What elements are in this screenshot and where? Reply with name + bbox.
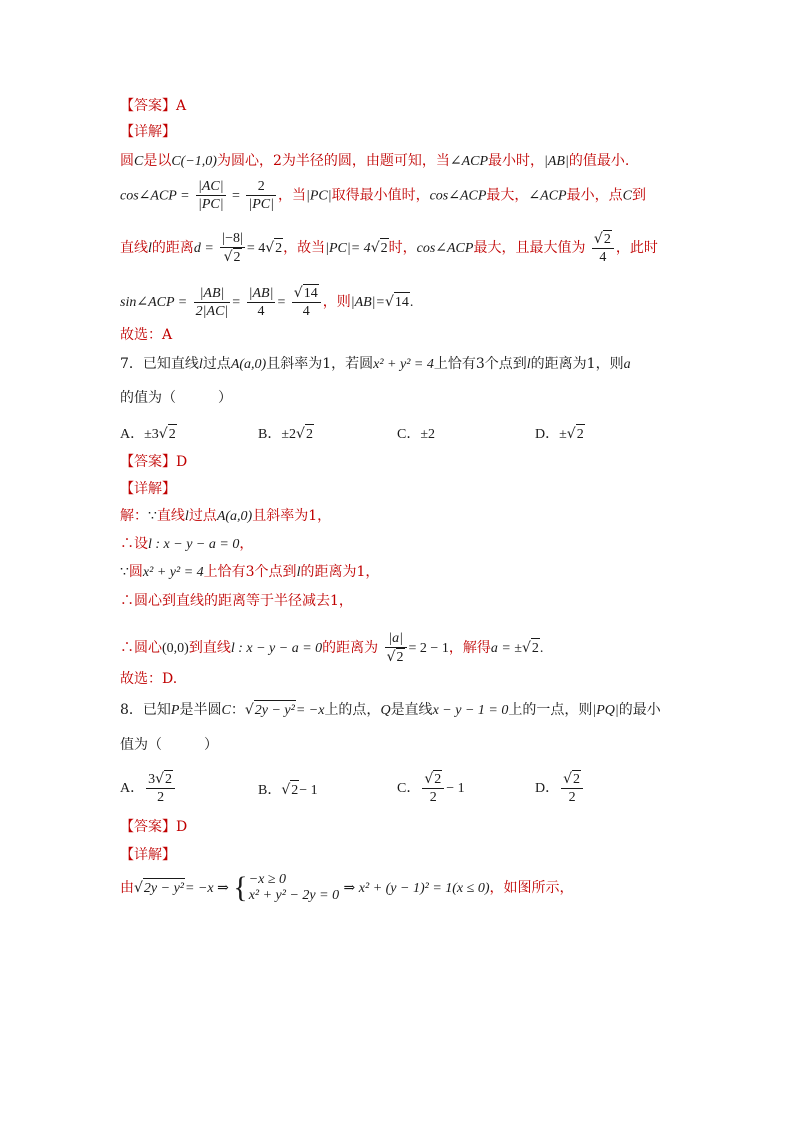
q6-line4: sin∠ACP = $\frac{|AB|}{2|AC|}$ = $\frac{|AB|}{4}$ = $\frac{√14}{4}$ ，则|AB|=√14. bbox=[120, 285, 414, 319]
q8-detail-heading: 【详解】 bbox=[120, 847, 176, 863]
fraction: $\frac{√2}{4}$ bbox=[592, 230, 614, 266]
fraction: $\frac{√14}{4}$ bbox=[292, 284, 321, 320]
q8-option-d: D． $\frac{√2}{2}$ bbox=[535, 770, 585, 806]
fraction: $\frac{2}{|PC|}$ bbox=[248, 179, 274, 212]
q7-stem-line1: 7．已知直线l过点A(a,0)且斜率为1，若圆x² + y² = 4上恰有3个点到l的距离为1，则a bbox=[120, 356, 631, 372]
fraction: $\frac{|AB|}{4}$ bbox=[248, 285, 274, 319]
q7-detail-heading: 【详解】 bbox=[120, 481, 176, 497]
fraction: $\frac{|AC|}{|PC|}$ bbox=[197, 179, 224, 212]
q7-option-d: D．±√2 bbox=[535, 424, 585, 445]
q6-detail-heading: 【详解】 bbox=[120, 124, 176, 140]
q7-option-c: C．±2 bbox=[397, 427, 436, 442]
fraction: $\frac{|a|}{√2}$ bbox=[385, 630, 407, 666]
q8-stem-line2: 值为（ ） bbox=[120, 737, 218, 753]
q7-answer: 【答案】D bbox=[120, 454, 188, 470]
q6-line1: 圆C是以C(−1,0)为圆心，2为半径的圆，由题可知，当∠ACP最小时，|AB|的值最小. bbox=[120, 153, 630, 169]
q8-stem-line1: 8．已知P是半圆C：√2y − y²= −x上的点，Q是直线x − y − 1 = 0上的一点，则|PQ|的最小 bbox=[120, 700, 661, 721]
q6-choose: 故选：A bbox=[120, 327, 173, 343]
fraction: $\frac{|AB|}{2|AC|}$ bbox=[195, 285, 229, 319]
q7-sol-line4: ∴圆心到直线的距离等于半径减去1， bbox=[120, 593, 353, 609]
q7-sol-line1: 解：∵直线l过点A(a,0)且斜率为1， bbox=[120, 508, 332, 524]
q7-option-b: B．±2√2 bbox=[258, 424, 314, 445]
q8-sol-line1: 由√2y − y²= −x ⇒ { −x ≥ 0 x² + y² − 2y = 0 ⇒ x² + (y − 1)² = 1(x ≤ 0)，如图所示， bbox=[120, 871, 574, 904]
fraction: $\frac{|-8|}{√2}$ bbox=[222, 231, 243, 265]
q8-option-a: A． $\frac{3√2}{2}$ bbox=[120, 770, 177, 806]
q8-option-c: C． $\frac{√2}{2}$ − 1 bbox=[397, 771, 465, 805]
q6-line2: cos∠ACP = $\frac{|AC|}{|PC|}$ = $\frac{2}{|PC|}$ ，当|PC|取得最小值时，cos∠ACP最大，∠ACP最小，点C到 bbox=[120, 179, 646, 212]
q6-answer: 【答案】A bbox=[120, 98, 187, 114]
q7-stem-line2: 的值为（ ） bbox=[120, 390, 232, 406]
q7-option-a: A．±3√2 bbox=[120, 424, 177, 445]
q7-choose: 故选：D. bbox=[120, 671, 178, 687]
q7-sol-line5: ∴圆心(0,0)到直线l : x − y − a = 0的距离为 $\frac{|a|}{√2}$ = 2 − 1，解得a = ±√2. bbox=[120, 631, 544, 665]
q8-answer: 【答案】D bbox=[120, 819, 188, 835]
q7-sol-line3: ∵圆x² + y² = 4上恰有3个点到l的距离为1， bbox=[120, 564, 380, 580]
q7-sol-line2: ∴设l : x − y − a = 0， bbox=[120, 536, 254, 552]
q8-option-b: B．√2− 1 bbox=[258, 780, 318, 801]
q6-line3: 直线l的距离d = $\frac{|-8|}{√2}$ = 4√2，故当|PC|= 4√2时，cos∠ACP最大，且最大值为 $\frac{√2}{4}$ ，此时 bbox=[120, 231, 658, 265]
